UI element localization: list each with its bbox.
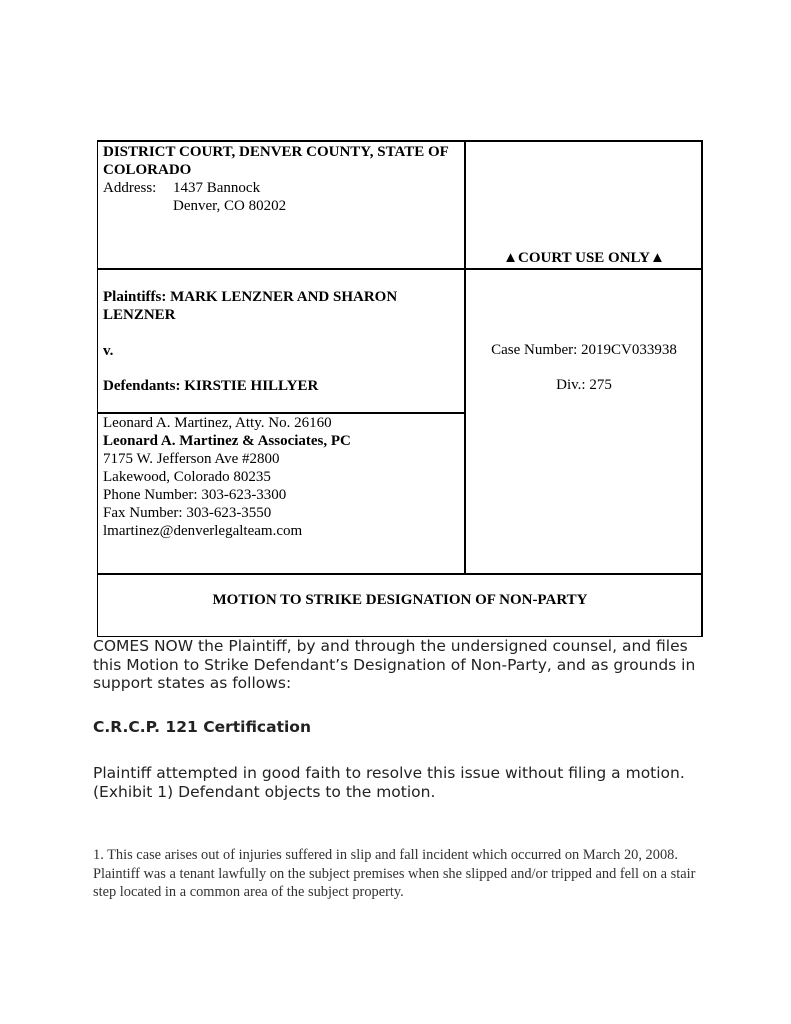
attorney-email: lmartinez@denverlegalteam.com — [103, 523, 303, 539]
versus-line: v. — [103, 343, 114, 359]
law-firm: Leonard A. Martinez & Associates, PC — [103, 433, 351, 449]
attorney-block — [103, 414, 458, 540]
case-number: Case Number: 2019CV033938 — [491, 342, 677, 358]
division: Div.: 275 — [556, 377, 612, 393]
defendants-line: Defendants: KIRSTIE HILLYER — [103, 378, 319, 394]
attorney-phone: Phone Number: 303-623-3300 — [103, 487, 287, 503]
court-address — [103, 179, 458, 197]
certification-paragraph: Plaintiff attempted in good faith to resolve this issue without filing a motion. (Exhibit 1) Defendant objects to the motion. — [93, 764, 685, 801]
parties-block — [103, 288, 458, 395]
case-caption-table — [97, 140, 703, 637]
court-name: DISTRICT COURT, DENVER COUNTY, STATE OF COLORADO — [103, 144, 449, 178]
court-info — [103, 143, 458, 215]
case-info — [466, 341, 702, 394]
address-label: Address: — [103, 180, 157, 196]
attorney-name: Leonard A. Martinez, Atty. No. 26160 — [103, 415, 332, 431]
motion-title: MOTION TO STRIKE DESIGNATION OF NON-PARTY — [212, 592, 588, 608]
plaintiffs-line: Plaintiffs: MARK LENZNER AND SHARON LENZNER — [103, 289, 398, 323]
row-divider-court — [98, 268, 702, 270]
attorney-street: 7175 W. Jefferson Ave #2800 — [103, 451, 280, 467]
address-line-2: Denver, CO 80202 — [173, 198, 287, 214]
intro-paragraph: COMES NOW the Plaintiff, by and through the undersigned counsel, and files this Motion to Strike Defendant’s Designation of Non-Party, and as grounds in support states as follows: — [93, 637, 696, 692]
certification-heading: C.R.C.P. 121 Certification — [93, 718, 311, 736]
attorney-fax: Fax Number: 303-623-3550 — [103, 505, 272, 521]
paragraph-1: 1. This case arises out of injuries suffered in slip and fall incident which occurred on March 20, 2008. Plaintiff was a tenant lawfully on the subject premises when she slipped and/or tripped and fell on a stair step located in a common area of the subject property. — [93, 847, 696, 900]
attorney-city: Lakewood, Colorado 80235 — [103, 469, 271, 485]
row-divider-title — [98, 573, 702, 575]
court-use-only-label: ▲COURT USE ONLY▲ — [503, 250, 665, 266]
address-line-1: 1437 Bannock — [173, 180, 261, 196]
